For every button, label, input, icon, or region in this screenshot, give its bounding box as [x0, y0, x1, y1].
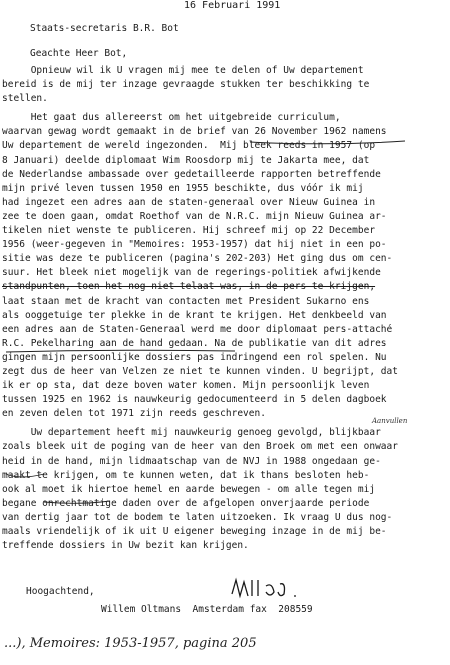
handwritten-signature	[228, 574, 308, 606]
struck-body-line: standpunten, toen het nog niet telaat was, in de pers te krijgen,	[2, 281, 376, 293]
body-line: van dertig jaar tot de bodem te laten uitzoeken. Ik vraag U dus nog-	[2, 511, 393, 523]
body-line: had ingezet een adres aan de staten-generaal over Nieuw Guinea in	[2, 196, 376, 208]
body-line: als ooggetuige ter plekke in de krant te krijgen. Het denkbeeld van	[2, 309, 387, 321]
body-line: Uw departement heeft mij nauwkeurig genoeg gevolgd, blijkbaar	[2, 427, 381, 439]
body-line: zoals bleek uit de poging van de heer van den Broek om met een onwaar	[2, 441, 399, 453]
body-line: treffende dossiers in Uw bezit kan krijgen.	[2, 540, 249, 552]
handwritten-annotation: Aanvullen	[372, 417, 408, 425]
body-line: 8 Januari) deelde diplomaat Wim Roosdorp mij te Jakarta mee, dat	[2, 154, 370, 166]
body-line: tussen 1925 en 1962 is nauwkeurig gedocumenteerd in 5 delen dagboek	[2, 394, 387, 406]
body-line: en zeven delen tot 1971 zijn reeds geschreven.	[2, 408, 267, 420]
body-line: stellen.	[2, 93, 48, 105]
salutation: Geachte Heer Bot,	[30, 48, 128, 59]
body-line: de Nederlandse ambassade over gedetailleerde rapporten betreffende	[2, 168, 381, 180]
addressee: Staats-secretaris B.R. Bot	[30, 23, 179, 34]
letter-date: 16 Februari 1991	[184, 0, 281, 11]
body-line: bereid is de mij ter inzage gevraagde stukken ter beschikking te	[2, 79, 370, 91]
body-line: tikelen niet wenste te publiceren. Hij schreef mij op 22 December	[2, 225, 376, 237]
body-line: begane onrechtmatige daden over de afgelopen onverjaarde periode	[2, 497, 370, 509]
body-line: maals vriendelijk of ik uit U eigener beweging inzage in de mij be-	[2, 526, 387, 537]
body-line: sitie was deze te publiceren (pagina's 202-203) Het ging dus om cen-	[2, 253, 393, 265]
body-line: ook al moet ik hiertoe hemel en aarde bewegen - om alle tegen mij	[2, 483, 376, 495]
body-line: mijn privé leven tussen 1950 en 1955 beschikte, dus vóór ik mij	[2, 182, 364, 194]
body-line: maakt te krijgen, om te kunnen weten, dat ik thans besloten heb-	[2, 469, 370, 481]
body-line: heid in de hand, mijn lidmaatschap van de NVJ in 1988 ongedaan ge-	[2, 455, 381, 467]
signer-line: Willem Oltmans Amsterdam fax 208559	[101, 604, 313, 615]
body-line: 1956 (weer-gegeven in "Memoires: 1953-1957) dat hij niet in een po-	[2, 239, 387, 251]
body-line: laat staan met de kracht van contacten met President Sukarno ens	[2, 295, 370, 307]
body-line: Opnieuw wil ik U vragen mij mee te delen of Uw departement	[2, 65, 364, 76]
handwritten-footnote: ...), Memoires: 1953-1957, pagina 205	[4, 636, 257, 651]
body-line: waarvan gewag wordt gemaakt in de brief van 26 November 1962 namens	[2, 126, 387, 138]
body-line: een adres aan de Staten-Generaal werd me door diplomaat pers-attaché	[2, 323, 393, 335]
body-line: R.C. Pekelharing aan de hand gedaan. Na de publikatie van dit adres	[2, 337, 387, 349]
body-line: Het gaat dus allereerst om het uitgebreide curriculum,	[2, 112, 341, 124]
body-line: gingen mijn persoonlijke dossiers pas indringend een rol spelen. Nu	[2, 351, 387, 363]
closing: Hoogachtend,	[26, 586, 95, 597]
body-line: suur. Het bleek niet mogelijk van de regerings-politiek afwijkende	[2, 267, 381, 279]
body-line: ik er op sta, dat deze boven water komen. Mijn persoonlijk leven	[2, 380, 370, 392]
body-line: zee te doen gaan, omdat Roethof van de N.R.C. mijn Nieuw Guinea ar-	[2, 210, 387, 222]
body-line: zegt dus de heer van Velzen ze niet te kunnen vinden. U begrijpt, dat	[2, 365, 399, 377]
body-line: Uw departement de wereld ingezonden. Mij bleek reeds in 1957 (op	[2, 140, 376, 152]
